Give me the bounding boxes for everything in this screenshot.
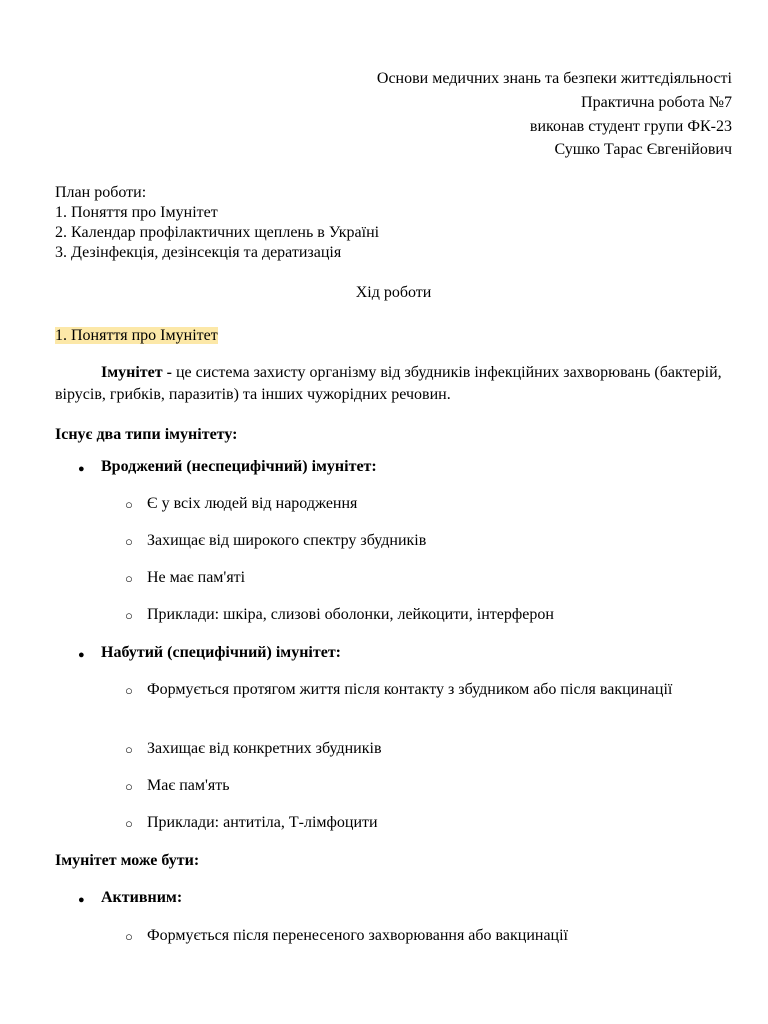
plan-item: 3. Дезінфекція, дезінсекція та дератизація [55,244,342,261]
innate-title-text: Вроджений (неспецифічний) імунітет: [101,458,377,475]
circle-bullet-icon: ○ [125,534,133,549]
bullet-icon: ● [78,463,85,475]
header-student-name: Сушко Тарас Євгенійович [554,141,732,158]
definition-paragraph [55,362,732,406]
definition-term: Імунітет - [101,364,172,381]
active-title [101,888,182,908]
plan-title: План роботи: [55,184,147,201]
plan-item: 1. Поняття про Імунітет [55,204,218,221]
active-item: Формується після перенесеного захворювання або вакцинації [147,927,568,944]
circle-bullet-icon: ○ [125,779,133,794]
plan-item: 2. Календар профілактичних щеплень в Україні [55,224,380,241]
innate-item: Є у всіх людей від народження [147,495,358,512]
bullet-icon: ● [78,649,85,661]
innate-title [101,457,377,477]
circle-bullet-icon: ○ [125,608,133,623]
acquired-title [101,643,341,663]
section-heading-text: 1. Поняття про Імунітет [55,327,218,344]
acquired-item: Має пам'ять [147,777,230,794]
circle-bullet-icon: ○ [125,571,133,586]
innate-item: Приклади: шкіра, слизові оболонки, лейкоцити, інтерферон [147,606,554,623]
active-title-text: Активним: [101,889,183,906]
section-heading [55,326,218,346]
header-group: виконав студент групи ФК-23 [529,118,732,135]
innate-item: Захищає від широкого спектру збудників [147,532,427,549]
bullet-icon: ● [78,894,85,906]
acquired-title-text: Набутий (специфічний) імунітет: [101,644,341,661]
progress-heading: Хід роботи [355,284,432,301]
circle-bullet-icon: ○ [125,929,133,944]
acquired-item: Приклади: антитіла, Т-лімфоцити [147,814,378,831]
circle-bullet-icon: ○ [125,683,133,698]
header-course: Основи медичних знань та безпеки життєдіяльності [376,70,732,87]
document-page [55,0,732,1024]
circle-bullet-icon: ○ [125,816,133,831]
types-heading-text: Існує два типи імунітету: [55,426,238,443]
acquired-item: Захищає від конкретних збудників [147,740,382,757]
can-be-heading-text: Імунітет може бути: [55,852,200,869]
innate-item: Не має пам'яті [147,569,246,586]
types-heading [55,425,237,445]
definition-text: це система захисту організму від збудників інфекційних захворювань (бактерій, вірусів, грибків, паразитів) та інших чужорідних речовин. [55,364,722,403]
header-work-number: Практична робота №7 [581,94,732,111]
acquired-item: Формується протягом життя після контакту з збудником або після вакцинації [147,681,673,698]
circle-bullet-icon: ○ [125,497,133,512]
can-be-heading [55,851,199,871]
circle-bullet-icon: ○ [125,742,133,757]
